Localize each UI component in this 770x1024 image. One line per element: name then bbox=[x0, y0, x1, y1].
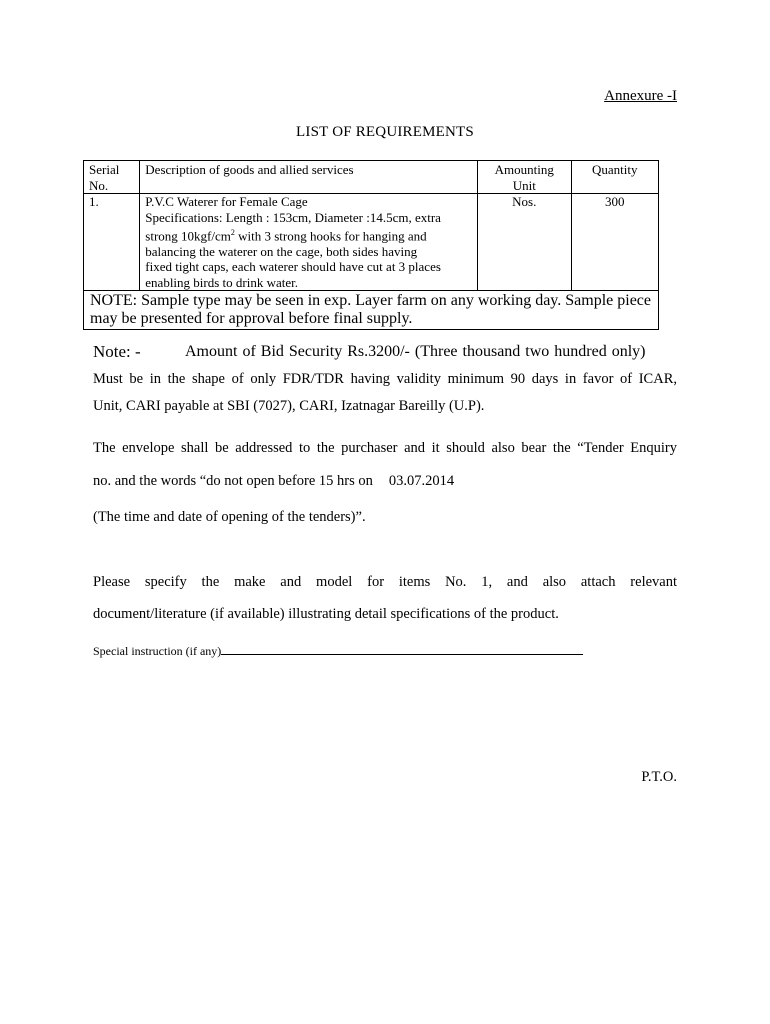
bid-line-2: Unit, CARI payable at SBI (7027), CARI, Izatnagar Bareilly (U.P). bbox=[93, 398, 485, 414]
header-description: Description of goods and allied services bbox=[140, 161, 478, 194]
requirements-table bbox=[83, 160, 659, 330]
page-title: LIST OF REQUIREMENTS bbox=[296, 124, 474, 140]
header-unit: Amounting Unit bbox=[478, 161, 571, 194]
spec-line-2-pre: strong 10kgf/cm bbox=[145, 228, 231, 244]
spec-line-2 bbox=[145, 225, 472, 244]
annexure-label: Annexure -I bbox=[604, 88, 677, 104]
header-serial: Serial No. bbox=[84, 161, 140, 194]
spec-line-4: fixed tight caps, each waterer should have cut at 3 places bbox=[145, 259, 441, 275]
specify-line-1: Please specify the make and model for items No. 1, and also attach relevant bbox=[93, 574, 677, 590]
row-serial: 1. bbox=[84, 194, 140, 291]
table-note: NOTE: Sample type may be seen in exp. Layer farm on any working day. Sample piece may be presented for approval before final supply. bbox=[84, 291, 659, 330]
bid-line-1: Must be in the shape of only FDR/TDR having validity minimum 90 days in favor of ICAR, bbox=[93, 371, 677, 387]
row-unit: Nos. bbox=[478, 194, 571, 291]
spec-line-2-post: with 3 strong hooks for hanging and bbox=[234, 228, 427, 244]
envelope-line-2 bbox=[93, 473, 677, 490]
envelope-line-1: The envelope shall be addressed to the purchaser and it should also bear the “Tender Enquiry bbox=[93, 440, 677, 456]
row-quantity: 300 bbox=[571, 194, 658, 291]
special-instruction-label: Special instruction (if any) bbox=[93, 644, 222, 658]
spec-superscript: 2 bbox=[230, 228, 235, 237]
spec-line-3: balancing the waterer on the cage, both sides having bbox=[145, 243, 418, 259]
envelope-line-2-text: no. and the words “do not open before 15 hrs on bbox=[93, 473, 373, 489]
table-row bbox=[84, 194, 659, 291]
opening-date: 03.07.2014 bbox=[388, 473, 455, 489]
table-note-row bbox=[84, 291, 659, 330]
special-instruction-blank[interactable] bbox=[221, 642, 583, 655]
envelope-line-3: (The time and date of opening of the tenders)”. bbox=[93, 509, 366, 525]
bid-security-text: Amount of Bid Security Rs.3200/- (Three thousand two hundred only) bbox=[185, 343, 646, 360]
item-name: P.V.C Waterer for Female Cage bbox=[145, 194, 308, 209]
spec-line-1: Specifications: Length : 153cm, Diameter :14.5cm, extra bbox=[145, 209, 441, 225]
header-quantity: Quantity bbox=[571, 161, 658, 194]
row-description bbox=[140, 194, 478, 291]
specify-line-2: document/literature (if available) illustrating detail specifications of the product. bbox=[93, 606, 559, 622]
special-instruction bbox=[93, 642, 583, 659]
spec-line-5: enabling birds to drink water. bbox=[145, 274, 298, 290]
table-header-row bbox=[84, 161, 659, 194]
bid-note-label: Note: - bbox=[93, 342, 141, 361]
pto-label: P.T.O. bbox=[641, 769, 677, 785]
